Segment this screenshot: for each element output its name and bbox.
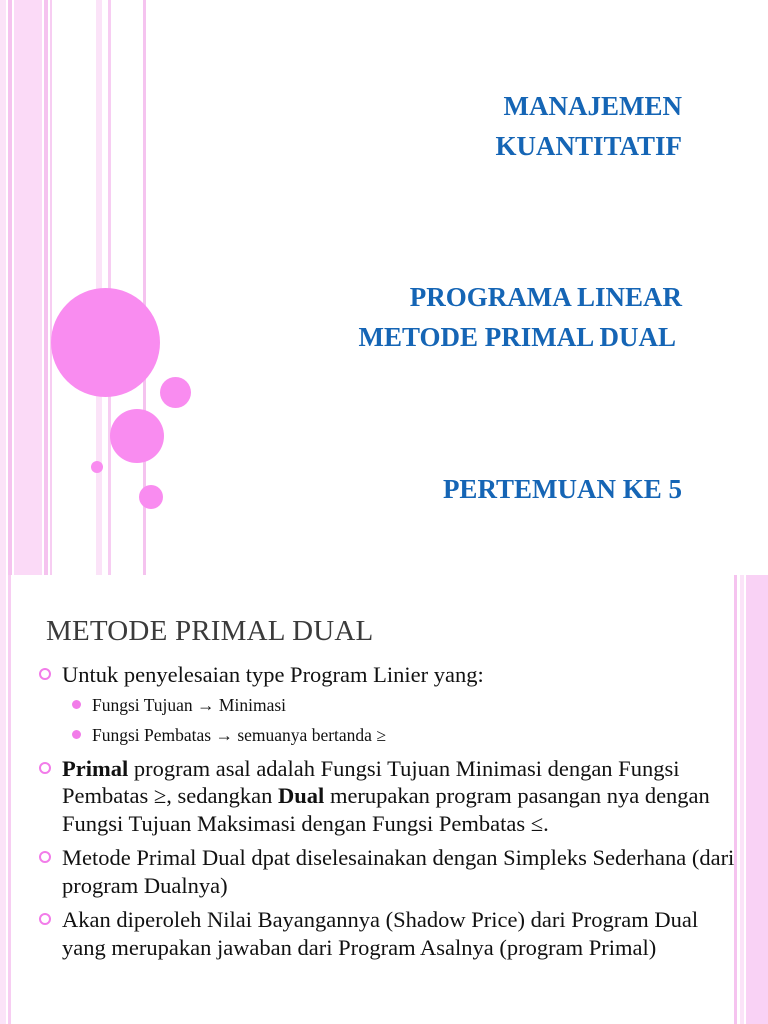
subtitle-line-1: PROGRAMA LINEAR bbox=[409, 282, 682, 312]
decor-stripe bbox=[50, 0, 52, 575]
decor-stripe bbox=[8, 0, 12, 575]
decor-stripe bbox=[44, 0, 48, 575]
dot-bullet-icon bbox=[72, 730, 81, 739]
decor-circle bbox=[160, 377, 191, 408]
bullet-text: Akan diperoleh Nilai Bayangannya (Shadow Price) dari Program Dual yang merupakan jawaban dari Program Asalnya (program Primal) bbox=[62, 907, 699, 960]
bullet-text: program asal adalah Fungsi Tujuan Minimasi dengan Fungsi Pembatas ≥, sedangkan bbox=[62, 755, 680, 808]
slide-heading: METODE PRIMAL DUAL bbox=[46, 615, 374, 647]
primal-term: Primal bbox=[62, 755, 129, 781]
bullet-item bbox=[38, 661, 738, 689]
title-line-2: KUANTITATIF bbox=[495, 131, 682, 161]
bullet-item bbox=[38, 755, 738, 838]
circle-bullet-icon bbox=[39, 668, 51, 680]
decor-circle bbox=[139, 485, 163, 509]
dot-bullet-icon bbox=[72, 700, 81, 709]
dual-term: Dual bbox=[278, 783, 325, 808]
decor-stripe bbox=[740, 575, 744, 1024]
circle-bullet-icon bbox=[39, 762, 51, 774]
decor-stripe bbox=[0, 0, 6, 575]
sub-bullet-text: Fungsi Pembatas → semuanya bertanda ≥ bbox=[92, 724, 386, 745]
slide-title bbox=[495, 86, 682, 166]
bullet-item bbox=[38, 844, 738, 899]
decor-circle-large bbox=[51, 288, 160, 397]
slide-subtitle bbox=[358, 277, 682, 357]
decor-circle-small bbox=[91, 461, 103, 473]
meeting-label: PERTEMUAN KE 5 bbox=[442, 474, 682, 504]
decor-circle bbox=[110, 409, 164, 463]
bullet-text: Metode Primal Dual dpat diselesainakan dengan Simpleks Sederhana (dari program Dualnya) bbox=[62, 845, 735, 898]
bullet-item bbox=[38, 906, 738, 961]
circle-bullet-icon bbox=[39, 913, 51, 925]
decor-stripe bbox=[14, 0, 42, 575]
circle-bullet-icon bbox=[39, 851, 51, 863]
bullet-text: merupakan program pasangan nya dengan Fungsi Tujuan Maksimasi dengan Fungsi Pembatas ≤. bbox=[62, 783, 710, 836]
content-slide bbox=[0, 575, 768, 1024]
bullet-text: Untuk penyelesaian type Program Linier yang: bbox=[62, 662, 484, 687]
sub-bullet-text: Fungsi Tujuan → Minimasi bbox=[92, 694, 287, 715]
decor-stripe bbox=[8, 575, 11, 1024]
subtitle-line-2: METODE PRIMAL DUAL bbox=[358, 322, 676, 352]
decor-stripe bbox=[0, 575, 6, 1024]
decor-stripe bbox=[746, 575, 768, 1024]
sub-bullet-item bbox=[38, 724, 738, 746]
title-line-1: MANAJEMEN bbox=[503, 91, 682, 121]
bullet-list bbox=[38, 661, 738, 968]
sub-bullet-item bbox=[38, 694, 738, 716]
